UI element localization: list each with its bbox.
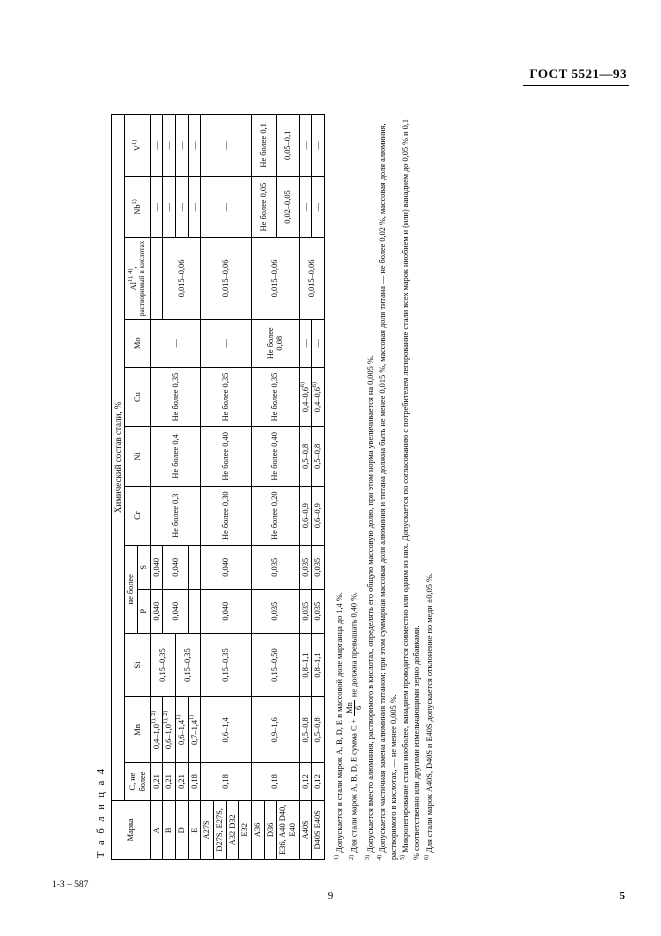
cell-nb: —	[201, 176, 252, 238]
cell-c: 0,21	[163, 763, 176, 800]
cell-si: 0,15–0,35	[150, 633, 175, 697]
cell-p: 0,035	[312, 589, 325, 633]
cell-mark: D40S E40S	[312, 800, 325, 859]
cell-nb: —	[299, 176, 312, 238]
table-header-row-1	[112, 115, 125, 860]
cell-mo: —	[312, 319, 325, 367]
cell-cr: 0,6–0,9	[312, 486, 325, 545]
col-al-sup: 1), 4)	[126, 268, 134, 282]
footnote-2: $^{2)}$ Для стали марок A, B, D, E сумма C + Mn 6 не должна превышать 0,40 %.	[345, 591, 364, 860]
cell-cr: 0,6–0,9	[299, 486, 312, 545]
cell-ni: Не более 0,4	[150, 427, 201, 486]
cell-mark: A40S	[299, 800, 312, 859]
cell-nb: —	[175, 176, 188, 238]
cell-mark: D27S, E27S,	[213, 800, 226, 859]
cell-mark: A	[150, 800, 163, 859]
cell-mark: E36, A40 D40, E40	[277, 800, 299, 859]
cell-c: 0,12	[299, 763, 312, 800]
cell-mn: 0,5–0,8	[299, 697, 312, 763]
cell-p: 0,035	[299, 589, 312, 633]
col-ni: Ni	[125, 427, 150, 486]
cell-al: 0,015–0,06	[163, 238, 201, 319]
cell-mark: D36	[264, 800, 277, 859]
table-body	[150, 115, 324, 860]
cell-cr: Не более 0,3	[150, 486, 201, 545]
cell-mark: A27S	[201, 800, 214, 859]
cell-v: 0,05–0,1	[277, 115, 299, 177]
cell-mn: 0,5–0,8	[312, 697, 325, 763]
col-cu: Cu	[125, 367, 150, 426]
cell-s: 0,040	[150, 545, 163, 589]
page-title: ГОСТ 5521—93	[529, 66, 627, 82]
table-row	[299, 115, 312, 860]
cell-cu: Не более 0,35	[150, 367, 201, 426]
table-row	[251, 115, 264, 860]
cell-mo: —	[299, 319, 312, 367]
col-s: S	[138, 545, 151, 589]
cell-c: 0,21	[150, 763, 163, 800]
cell-si: 0,15–0,35	[201, 633, 252, 697]
col-nb: Nb$^{1)}$	[125, 176, 150, 238]
cell-mn: 0,9–1,6	[251, 697, 299, 763]
cell-nb: —	[150, 176, 163, 238]
cell-c: 0,21	[175, 763, 188, 800]
cell-mn: 0,6–1,4	[201, 697, 252, 763]
cell-s: 0,040	[201, 545, 252, 589]
cell-mark: B	[163, 800, 176, 859]
col-p: P	[138, 589, 151, 633]
footnote-4: $^{4)}$ Допускается частичная замена алюминия титаном; при этом суммарная массовая доля алюминия и титана должна быть не менее 0,015 %, массовая доля титана — не более 0,02 %, массовая доля алюминия, растворимого в кислотах, — не менее 0,005 %.	[376, 123, 398, 860]
col-c: C, не более	[125, 763, 150, 800]
cell-cr: Не более 0,30	[201, 486, 252, 545]
cell-mark: E32	[239, 800, 252, 859]
cell-p: 0,040	[150, 589, 163, 633]
cell-nb: —	[163, 176, 176, 238]
col-chem-group: Химический состав стали, %	[112, 115, 125, 801]
col-mo: Mo	[125, 319, 150, 367]
cell-c: 0,18	[201, 763, 252, 800]
col-v: $V^{1)}$	[125, 115, 150, 177]
cell-v: —	[150, 115, 163, 177]
col-al-sub: растворимый в кислотах	[138, 240, 147, 317]
cell-mn: 0,6–1,4$^{1)}$	[175, 697, 188, 763]
cell-nb: —	[188, 176, 201, 238]
cell-cu: 0,4–0,6$^{6)}$	[312, 367, 325, 426]
cell-si: 0,15–0,50	[251, 633, 299, 697]
cell-si: 0,15–0,35	[175, 633, 200, 697]
cell-p: 0,040	[163, 589, 188, 633]
cell-al: 0,015–0,06	[201, 238, 252, 319]
col-si: Si	[125, 633, 150, 697]
table-header-row-2	[125, 115, 138, 860]
cell-v: Не более 0,1	[251, 115, 276, 177]
col-v-sup: 1)	[130, 139, 138, 145]
cell-s: 0,040	[163, 545, 188, 589]
chemical-composition-table	[111, 114, 325, 860]
col-mark: Марка	[112, 800, 151, 859]
cell-s: 0,035	[251, 545, 299, 589]
cell-nb: Не более 0,05	[251, 176, 276, 238]
cell-ni: Не более 0,40	[201, 427, 252, 486]
cell-v: —	[299, 115, 312, 177]
cell-s: 0,035	[299, 545, 312, 589]
cell-c: 0,18	[251, 763, 299, 800]
cell-si: 0,8–1,1	[312, 633, 325, 697]
footnote-3: $^{3)}$ Допускается вместо алюминия, растворимого в кислотах, определять его общую массовую долю, при этом норма увеличивается на 0,005 %.	[363, 355, 375, 860]
col-cr: Cr	[125, 486, 150, 545]
footnote-5: $^{5)}$ Микролегирование стали иноболее, ванадием проводится совместно или одним из них. Допускается по согласованию с потребителем легирование стали всех марок ниобием и (или) ванадием до 0,05 % и 0,1 % соответственно или другими измельчающими зерно добавками.	[399, 119, 422, 860]
cell-cr: Не более 0,20	[251, 486, 299, 545]
cell-mn: $0,6-1,0^{1), 2)}$	[163, 697, 176, 763]
cell-mo: —	[201, 319, 252, 367]
table-row	[150, 115, 163, 860]
cell-p: 0,035	[251, 589, 299, 633]
cell-s: 0,035	[312, 545, 325, 589]
footnote-6: $^{6)}$ Для стали марок A40S, D40S и E40S допускается отклонение по меди ±0,05 %.	[422, 573, 434, 860]
cell-al	[150, 238, 163, 319]
cell-si: 0,8–1,1	[299, 633, 312, 697]
cell-p	[188, 589, 201, 633]
cell-v: —	[188, 115, 201, 177]
table-caption: Т а б л и ц а 4	[96, 766, 107, 858]
cell-v: —	[201, 115, 252, 177]
cell-al: 0,015–0,06	[251, 238, 299, 319]
cell-ni: Не более 0,40	[251, 427, 299, 486]
cell-v: —	[163, 115, 176, 177]
footer-signature: 1-3 – 587	[52, 880, 89, 890]
cell-mn: $0,4-1,0^{1), 2)}$	[150, 697, 163, 763]
cell-mark: A36	[251, 800, 264, 859]
col-mn: Mn	[125, 697, 150, 763]
table-row	[201, 115, 214, 860]
footnote-1: $^{1)}$ Допускается в стали марок A, B, D, E в массовой доле марганца до 1,4 %.	[333, 592, 344, 860]
table-row	[312, 115, 325, 860]
cell-s	[188, 545, 201, 589]
cell-c: 0,18	[188, 763, 201, 800]
cell-mark: D	[175, 800, 188, 859]
cell-nb: 0,02–0,05	[277, 176, 299, 238]
cell-mark: E	[188, 800, 201, 859]
cell-cu: Не более 0,35	[201, 367, 252, 426]
cell-v: —	[175, 115, 188, 177]
cell-mark: A32 D32	[226, 800, 239, 859]
cell-cu: 0,4–0,6$^{6)}$	[299, 367, 312, 426]
cell-mn: 0,7–1,4$^{1)}$	[188, 697, 201, 763]
cell-mo: Не более 0,08	[251, 319, 299, 367]
sheet-number: 5	[619, 890, 625, 902]
table-footnotes	[334, 114, 435, 860]
cell-ni: 0,5–0,8	[299, 427, 312, 486]
cell-cu: Не более 0,35	[251, 367, 299, 426]
cell-mo: —	[150, 319, 201, 367]
col-nb-sup: 1)	[130, 199, 138, 205]
col-ps-group: не более	[125, 545, 138, 633]
cell-c: 0,12	[312, 763, 325, 800]
col-al: $Al^{1), 4)}$, растворимый в кислотах	[125, 238, 150, 319]
fraction-mn-6: Mn 6	[345, 702, 364, 714]
cell-v: —	[312, 115, 325, 177]
page-number: 9	[327, 890, 334, 902]
cell-p: 0,040	[201, 589, 252, 633]
cell-al: 0,015–0,06	[299, 238, 324, 319]
cell-nb: —	[312, 176, 325, 238]
cell-ni: 0,5–0,8	[312, 427, 325, 486]
